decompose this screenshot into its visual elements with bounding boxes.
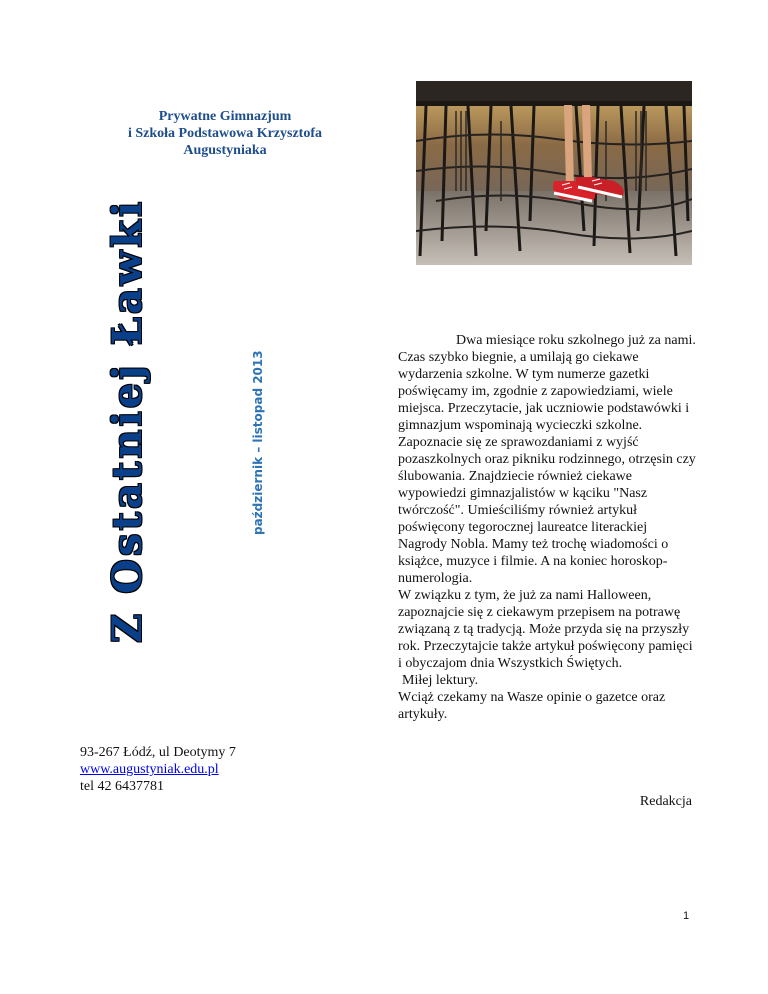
- page-number: 1: [683, 910, 690, 922]
- editorial-signature: Redakcja: [639, 794, 692, 809]
- school-address: 93-267 Łódź, ul Deotymy 7: [80, 745, 236, 760]
- intro-paragraph-2: W związku z tym, że już za nami Halloween, zapoznajcie się z ciekawym przepisem na potrawę związaną z tą tradycją. Może przyda się na przyszły rok. Przeczytajcie także artykuł poświęcony pamięci i obyczajom dnia Wszystkich Świętych.: [398, 588, 693, 671]
- school-name-line-2: i Szkoła Podstawowa Krzysztofa: [127, 126, 323, 141]
- intro-paragraph-1: Dwa miesiące roku szkolnego już za nami. Czas szybko biegnie, a umilają go ciekawe wydarzenia szkolne. W tym numerze gazetki poświęcamy im, zgodnie z zapowiedziami, wiele miejsca. Przeczytacie, jak uczniowie podstawówki i gimnazjum wspominają wycieczki szkolne. Zapoznacie się ze sprawozdaniami z wyjść pozaszkolnych oraz pikniku rodzinnego, otrzęsin czy ślubowania. Znajdziecie również ciekawe wypowiedzi gimnazjalistów w kąciku "Nasz twórczość". Umieściliśmy również artykuł poświęcony tegorocznej laureatce literackiej Nagrody Nobla. Mamy też trochę wiadomości o książce, muzyce i filmie. A na koniec horoskop-numerologia.: [398, 333, 696, 586]
- school-website-link[interactable]: www.augustyniak.edu.pl: [80, 762, 219, 777]
- contact-block: [80, 744, 236, 795]
- intro-paragraph-4: Wciąż czekamy na Wasze opinie o gazetce oraz artykuły.: [398, 690, 666, 722]
- masthead-title: Z Ostatniej Ławki: [104, 198, 151, 643]
- issue-date: październik – listopad 2013: [251, 350, 265, 535]
- editorial-intro: [398, 332, 698, 723]
- intro-paragraph-3: Miłej lektury.: [402, 673, 479, 688]
- school-name-line-3: Augustyniaka: [183, 143, 267, 158]
- school-name-line-1: Prywatne Gimnazjum: [158, 109, 292, 124]
- school-phone: tel 42 6437781: [80, 779, 164, 794]
- school-header: [100, 108, 350, 159]
- cover-photo: [416, 81, 692, 265]
- classroom-chairs-sneakers-photo-icon: [416, 81, 692, 265]
